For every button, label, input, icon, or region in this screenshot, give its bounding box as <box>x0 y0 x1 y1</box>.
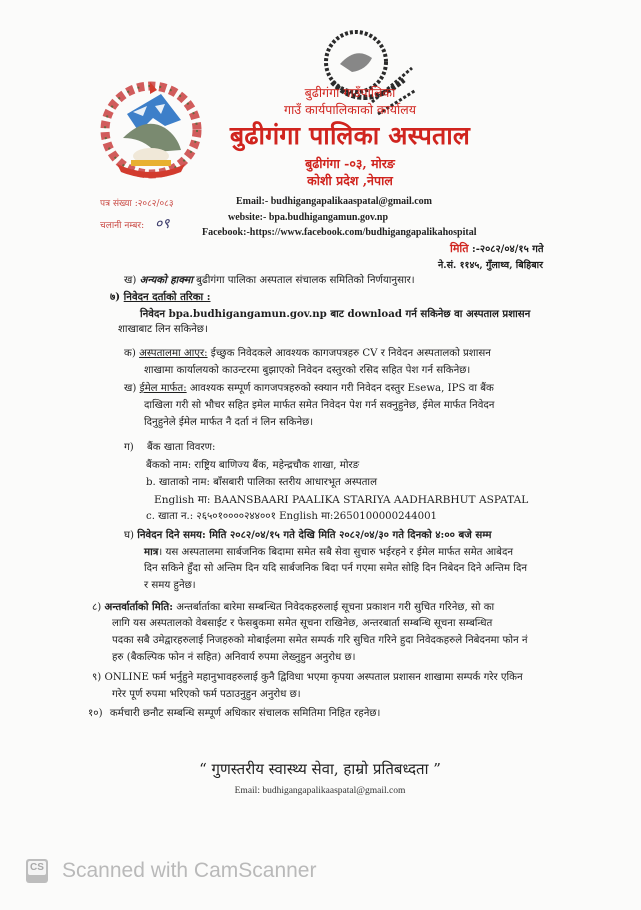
clause-heading: ईमेल मार्फत: <box>139 383 187 394</box>
clause-ga <box>124 440 215 456</box>
clause-marker: क) <box>124 348 136 359</box>
section-text: अन्तर्बार्ताका बारेमा सम्बन्धित निवेदकहरुलाई सूचना प्रकाशन गरी सुचित गरिनेछ, सो का <box>172 602 495 613</box>
camscanner-logo-text: CS <box>28 861 46 875</box>
clause-kha-line-2: दाखिला गरी सो भौचर सहित इमेल मार्फत समेत निवेदन पेश गर्न सक्नुहुनेछ, ईमेल मार्फत निवेदन <box>144 400 495 411</box>
clause-gha-line-3: दिन सकिने हुँदा सो अन्तिम दिन यदि सार्बजनिक बिदा पर्न गएमा समेत सोहि दिन निबेदन दिने अन्तिम दिन <box>144 563 528 574</box>
clause-text: । यस अस्पतालमा सार्बजनिक बिदामा समेत सबै सेवा सुचारु भईरहने र ईमेल मार्फत समेत आबेदन <box>158 547 514 558</box>
clause-marker: ग) <box>124 442 134 453</box>
header-address: बुढीगंगा -०३, मोरङ <box>305 156 395 171</box>
clause-kha-previous <box>124 272 574 289</box>
section-8-line-2: लागि यस अस्पतालको वेबसाईट र फेसबुकमा समेत सूचना राखिनेछ, अन्तरबार्ता सम्बन्धि सूचना सम्बन्धित <box>112 618 493 629</box>
bank-details-title: बैंक खाता विवरण: <box>146 442 216 453</box>
date-label: मिति <box>450 242 469 255</box>
camscanner-logo-icon <box>26 859 48 883</box>
header-office: गाउँ कार्यपालिकाको कार्यालय <box>284 102 416 117</box>
clause-kha-line-3: दिनुहुनेले ईमेल मार्फत नै दर्ता नं लिन सकिनेछ। <box>144 417 314 428</box>
contact-facebook: Facebook:-https://www.facebook.com/budhigangapalikahospital <box>202 227 477 238</box>
header-province: कोशी प्रदेश ,नेपाल <box>307 173 393 188</box>
section-8-line-4: हरु (बैकल्पिक फोन नं सहित) अनिवार्य रुपमा लेख्नुहुन अनुरोध छ। <box>112 652 356 663</box>
section-8-line-3: पदका सबै उमेद्वारहरुलाई निजहरुको मोबाईलमा समेत सम्पर्क गरि सुचित गरिने हुदा निवेदकहरुले निबेदनमा फोन नं <box>112 635 528 646</box>
section-number: ८) <box>92 602 102 613</box>
section-7-heading <box>110 289 211 305</box>
dispatch-number-label: चलानी नम्बर: <box>100 221 145 231</box>
section-7-para-2: शाखाबाट लिन सकिनेछ। <box>118 324 208 335</box>
section-10 <box>88 706 380 722</box>
contact-email: Email:- budhigangapalikaaspatal@gmail.com <box>236 196 433 207</box>
clause-text: बुढीगंगा पालिका अस्पताल संचालक समितिको निर्णयानुसार। <box>192 275 415 286</box>
section-text: कर्मचारी छनौट सम्बन्धि सम्पूर्ण अधिकार संचालक समितिमा निहित रहनेछ। <box>109 708 381 719</box>
clause-heading: निवेदन दिने समय: मिति २०८२/०४/१५ गते देखि मिति २०८२/०४/३० गते दिनको ४:०० बजे सम्म <box>137 529 492 541</box>
account-name-english: English मा: BAANSBAARI PAALIKA STARIYA AADHARBHUT ASPATAL <box>154 494 529 506</box>
section-number: १०) <box>88 708 103 719</box>
clause-ka-line-2: शाखामा कार्यालयको काउन्टरमा बुझाएको निवेदन दस्तुरको रसिद सहित पेश गर्न सकिनेछ। <box>144 365 471 376</box>
page-title: बुढीगंगा पालिका अस्पताल <box>229 121 471 150</box>
contact-website: website:- bpa.budhigangamun.gov.np <box>228 212 389 223</box>
section-8 <box>92 599 562 616</box>
clause-marker: घ) <box>124 530 134 541</box>
date-value: :-२०८२/०४/१५ गते <box>472 244 544 255</box>
clause-gha-line-4: र समय हुनेछ। <box>144 580 196 591</box>
bank-name: बैंकको नाम: राष्ट्रिय बाणिज्य बैंक, महेन्द्रचौक शाखा, मोरङ <box>146 460 360 471</box>
section-number: ७) <box>110 291 121 303</box>
clause-text: आवश्यक सम्पूर्ण कागजपत्रहरुको स्क्यान गरी निवेदन दस्तुर Esewa, IPS वा बैंक <box>186 383 494 394</box>
account-number: c. खाता न.: २६५०१००००२४४००१ English मा:2650100000244001 <box>146 511 438 522</box>
section-heading: अन्तर्वार्ताको मिति: <box>104 601 173 613</box>
clause-gha-line-2 <box>144 544 513 561</box>
letter-number <box>100 196 174 209</box>
clause-ka <box>124 346 580 362</box>
dispatch-number <box>100 214 170 233</box>
camscanner-watermark: Scanned with CamScanner <box>62 859 317 882</box>
clause-italic: अन्यको हाक्मा <box>139 274 193 286</box>
motto: “ गुणस्तरीय स्वास्थ्य सेवा, हाम्रो प्रतिबध्दता ” <box>199 760 441 778</box>
section-9 <box>92 670 572 686</box>
section-7-para-1: निवेदन bpa.budhigangamun.gov.np बाट download गर्न सकिनेछ वा अस्पताल प्रशासन <box>140 308 531 320</box>
header-municipality: बुढीगंगा गाउँपालिका <box>304 85 396 100</box>
clause-text: ईच्छुक निवेदकले आवश्यक कागजपत्रहरु CV र निवेदन अस्पतालको प्रशासन <box>207 348 491 359</box>
section-number: ९) <box>92 672 102 683</box>
dispatch-number-value: ०९ <box>154 216 170 232</box>
account-name: b. खाताको नाम: बाँसबारी पालिका स्तरीय आधारभूत अस्पताल <box>146 477 377 488</box>
section-9-line-2: गरेर पूर्ण रुपमा भरिएको फर्म पठाउनुहुन अनुरोध छ। <box>112 689 301 700</box>
clause-marker: ख) <box>124 383 137 394</box>
clause-text-bold: मात्र <box>144 546 159 558</box>
date-line <box>450 241 544 256</box>
clause-marker: ख) <box>124 275 137 286</box>
letter-number-value: २०८२/०८३ <box>137 199 174 209</box>
nepal-sambat-date: ने.सं. ११४५, गुँलाथ्व, बिहिबार <box>438 260 543 271</box>
footer-email: Email: budhigangapalikaaspatal@gmail.com <box>234 786 406 796</box>
section-text: ONLINE फर्म भर्नुहुने महानुभावहरुलाई कुनै द्विविधा भएमा कृपया अस्पताल प्रशासन शाखामा सम्पर्क गरेर एकिन <box>104 672 523 683</box>
clause-gha <box>124 527 584 544</box>
clause-heading: अस्पतालमा आएर: <box>139 348 208 359</box>
section-heading: निवेदन दर्ताको तरिका : <box>123 291 211 303</box>
clause-kha <box>124 381 580 397</box>
letter-number-label: पत्र संख्या : <box>100 199 138 209</box>
